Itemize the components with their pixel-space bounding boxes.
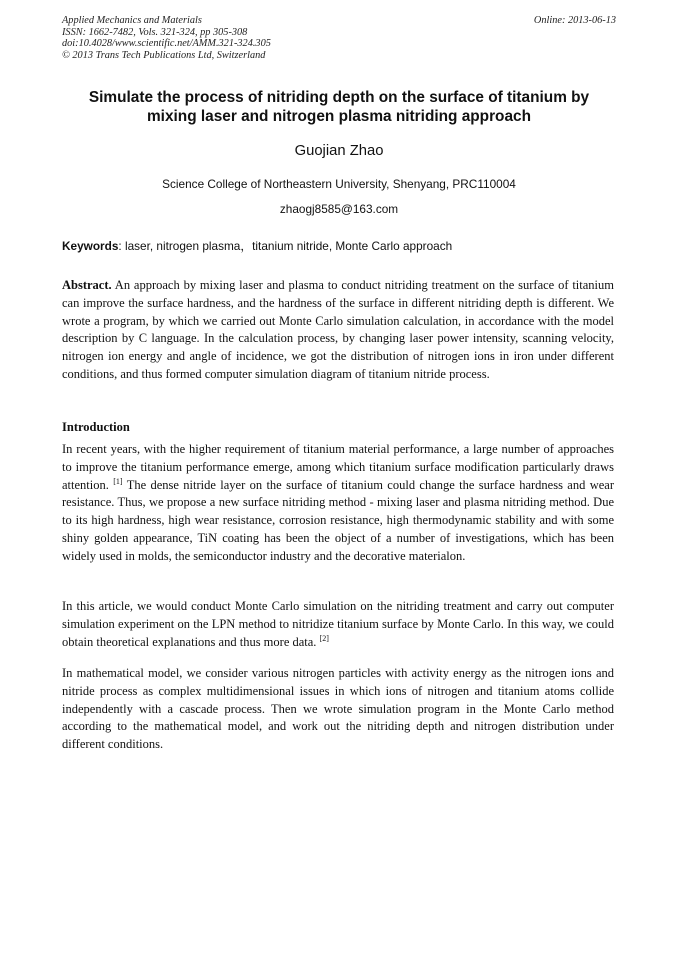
citation-2: [2]	[319, 633, 329, 643]
introduction-heading: Introduction	[62, 420, 130, 434]
abstract-paragraph	[62, 277, 614, 384]
intro-p2-text: In this article, we would conduct Monte Carlo simulation on the nitriding treatment and carry out computer simulation experiment on the LPN method to nitridize titanium surface by Monte Carlo. In this way, we could obtain theoretical explanations and thus more data.	[62, 599, 614, 649]
paper-title: Simulate the process of nitriding depth on the surface of titanium by mixing laser and nitrogen plasma nitriding approach	[88, 89, 590, 125]
issn-line: ISSN: 1662-7482, Vols. 321-324, pp 305-308	[62, 26, 248, 38]
author-name: Guojian Zhao	[294, 143, 384, 159]
abstract-text: An approach by mixing laser and plasma to conduct nitriding treatment on the surface of titanium can improve the surface hardness, and the hardness of the surface in different nitriding depth is different. We wrote a program, by which we carried out Monte Carlo simulation calculation, in accordance with the model description by C language. In the calculation process, by changing laser power intensity, scanning velocity, nitrogen ion energy and angle of incidence, we got the distribution of nitrogen ions in iron under different conditions, and thus formed computer simulation diagram of titanium nitride process.	[62, 278, 614, 381]
doi-line: doi:10.4028/www.scientific.net/AMM.321-324.305	[62, 38, 271, 50]
online-date: Online: 2013-06-13	[533, 15, 616, 26]
author-email: zhaogj8585@163.com	[279, 202, 399, 216]
keywords-line	[62, 239, 616, 253]
citation-1: [1]	[113, 476, 123, 486]
keywords-label: Keywords	[62, 239, 119, 253]
intro-paragraph-2	[62, 598, 614, 651]
journal-metadata	[62, 15, 271, 61]
journal-name: Applied Mechanics and Materials	[62, 15, 202, 26]
copyright-line: © 2013 Trans Tech Publications Ltd, Switzerland	[62, 49, 266, 61]
abstract-label: Abstract.	[62, 278, 112, 292]
keywords-text: : laser, nitrogen plasma，titanium nitride, Monte Carlo approach	[118, 239, 453, 253]
author-affiliation: Science College of Northeastern University, Shenyang, PRC110004	[162, 177, 516, 191]
intro-p1-text-a: In recent years, with the higher requirement of titanium material performance, a large number of approaches to improve the titanium performance emerge, among which titanium surface modification particularly draws attention.	[62, 442, 614, 492]
intro-p1-text-b: The dense nitride layer on the surface of titanium could change the surface hardness and wear resistance. Thus, we propose a new surface nitriding method - mixing laser and plasma nitriding method. Due to its high hardness, high wear resistance, corrosion resistance, high thermodynamic stability and with some shiny golden appearance, TiN coating has been the object of a number of investigations, which has been widely used in molds, the semiconductor industry and the decorative materialon.	[62, 477, 614, 563]
intro-paragraph-1	[62, 441, 614, 566]
intro-paragraph-3: In mathematical model, we consider various nitrogen particles with activity energy as the nitrogen ions and nitride process as complex multidimensional issues in which ions of nitrogen and titanium atoms collide independently with a cascade process. Then we wrote simulation program in the Monte Carlo method according to the mathematical model, and work out the nitriding depth and nitrogen distribution under different conditions.	[62, 666, 614, 752]
